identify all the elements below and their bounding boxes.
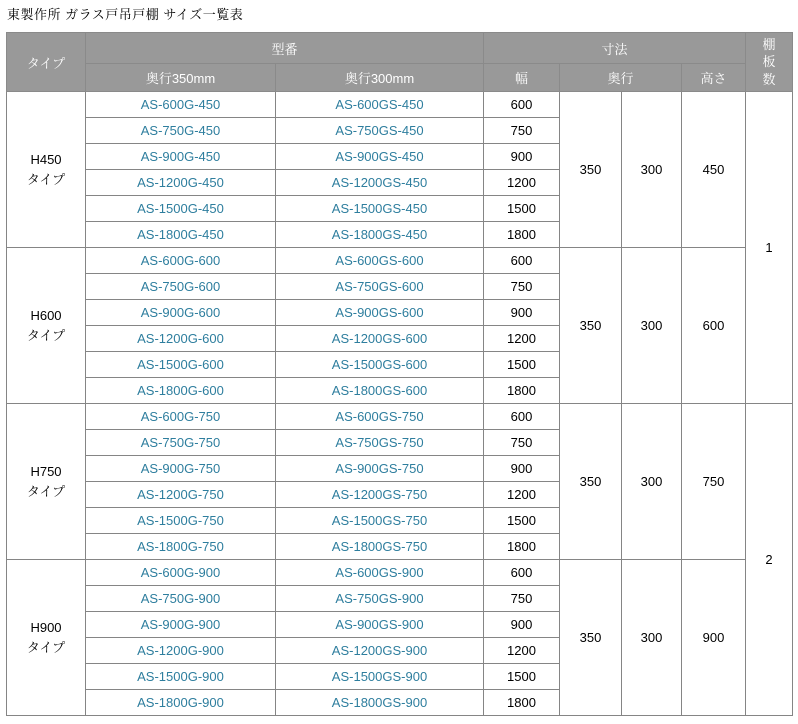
- model-d300-cell: AS-750GS-900: [276, 586, 484, 612]
- model-d300-cell: AS-1500GS-600: [276, 352, 484, 378]
- width-cell: 1200: [484, 482, 560, 508]
- model-d350-cell: AS-900G-900: [86, 612, 276, 638]
- width-cell: 1800: [484, 690, 560, 716]
- header-row-1: [7, 33, 793, 64]
- type-label-line: H900: [30, 620, 62, 635]
- depth300-cell: 300: [622, 248, 682, 404]
- depth300-cell: 300: [622, 404, 682, 560]
- depth350-cell: 350: [560, 92, 622, 248]
- col-header-height: 高さ: [682, 64, 746, 92]
- size-table: [6, 32, 793, 716]
- width-cell: 600: [484, 92, 560, 118]
- shelf-count-cell: 1: [746, 92, 793, 404]
- header-row-2: [7, 64, 793, 92]
- model-d300-cell: AS-1200GS-450: [276, 170, 484, 196]
- page-title: 東製作所 ガラス戸吊戸棚 サイズ一覧表: [7, 7, 244, 22]
- model-d350-cell: AS-1200G-750: [86, 482, 276, 508]
- model-d300-cell: AS-900GS-900: [276, 612, 484, 638]
- width-cell: 1200: [484, 170, 560, 196]
- model-d300-cell: AS-900GS-450: [276, 144, 484, 170]
- width-cell: 900: [484, 300, 560, 326]
- model-d350-cell: AS-1500G-450: [86, 196, 276, 222]
- col-header-model: 型番: [86, 33, 484, 64]
- table-row: [7, 560, 793, 586]
- width-cell: 900: [484, 144, 560, 170]
- type-label-line: タイプ: [26, 327, 66, 343]
- model-d350-cell: AS-900G-600: [86, 300, 276, 326]
- col-header-depth: 奥行: [560, 64, 682, 92]
- type-cell: [7, 92, 86, 248]
- type-label-line: H450: [30, 152, 62, 167]
- shelf-count-cell: 2: [746, 404, 793, 716]
- width-cell: 750: [484, 430, 560, 456]
- model-d350-cell: AS-1800G-750: [86, 534, 276, 560]
- model-d300-cell: AS-1200GS-750: [276, 482, 484, 508]
- model-d300-cell: AS-900GS-600: [276, 300, 484, 326]
- model-d350-cell: AS-1800G-600: [86, 378, 276, 404]
- shelf-count-label: 棚板数: [762, 36, 776, 87]
- model-d350-cell: AS-1500G-600: [86, 352, 276, 378]
- model-d350-cell: AS-1800G-450: [86, 222, 276, 248]
- width-cell: 1800: [484, 378, 560, 404]
- model-d300-cell: AS-1500GS-450: [276, 196, 484, 222]
- width-cell: 1200: [484, 638, 560, 664]
- model-d350-cell: AS-750G-750: [86, 430, 276, 456]
- width-cell: 1800: [484, 222, 560, 248]
- width-cell: 1500: [484, 196, 560, 222]
- model-d300-cell: AS-750GS-450: [276, 118, 484, 144]
- model-d300-cell: AS-600GS-600: [276, 248, 484, 274]
- col-header-dimensions: 寸法: [484, 33, 746, 64]
- type-label-line: タイプ: [26, 171, 66, 187]
- type-label-line: H600: [30, 308, 62, 323]
- col-header-model-d350: 奥行350mm: [86, 64, 276, 92]
- model-d350-cell: AS-1200G-600: [86, 326, 276, 352]
- model-d300-cell: AS-1200GS-600: [276, 326, 484, 352]
- type-cell: [7, 560, 86, 716]
- depth350-cell: 350: [560, 248, 622, 404]
- type-label-line: タイプ: [26, 639, 66, 655]
- type-cell: [7, 404, 86, 560]
- width-cell: 900: [484, 612, 560, 638]
- model-d350-cell: AS-750G-600: [86, 274, 276, 300]
- model-d350-cell: AS-600G-900: [86, 560, 276, 586]
- model-d300-cell: AS-600GS-450: [276, 92, 484, 118]
- model-d350-cell: AS-750G-450: [86, 118, 276, 144]
- model-d350-cell: AS-600G-450: [86, 92, 276, 118]
- width-cell: 900: [484, 456, 560, 482]
- col-header-model-d300: 奥行300mm: [276, 64, 484, 92]
- width-cell: 600: [484, 560, 560, 586]
- model-d350-cell: AS-1200G-450: [86, 170, 276, 196]
- model-d350-cell: AS-1200G-900: [86, 638, 276, 664]
- width-cell: 1800: [484, 534, 560, 560]
- model-d300-cell: AS-1800GS-750: [276, 534, 484, 560]
- type-cell: [7, 248, 86, 404]
- height-cell: 900: [682, 560, 746, 716]
- width-cell: 1500: [484, 352, 560, 378]
- col-header-type: タイプ: [7, 33, 86, 92]
- depth300-cell: 300: [622, 92, 682, 248]
- model-d350-cell: AS-750G-900: [86, 586, 276, 612]
- model-d350-cell: AS-900G-750: [86, 456, 276, 482]
- model-d300-cell: AS-750GS-750: [276, 430, 484, 456]
- model-d350-cell: AS-1500G-900: [86, 664, 276, 690]
- width-cell: 750: [484, 274, 560, 300]
- col-header-width: 幅: [484, 64, 560, 92]
- table-row: [7, 248, 793, 274]
- col-header-shelf-count: [746, 33, 793, 92]
- model-d350-cell: AS-600G-600: [86, 248, 276, 274]
- width-cell: 600: [484, 404, 560, 430]
- width-cell: 1500: [484, 664, 560, 690]
- model-d300-cell: AS-600GS-900: [276, 560, 484, 586]
- width-cell: 750: [484, 118, 560, 144]
- width-cell: 600: [484, 248, 560, 274]
- height-cell: 750: [682, 404, 746, 560]
- depth300-cell: 300: [622, 560, 682, 716]
- model-d300-cell: AS-1200GS-900: [276, 638, 484, 664]
- table-row: [7, 404, 793, 430]
- table-row: [7, 92, 793, 118]
- model-d350-cell: AS-1800G-900: [86, 690, 276, 716]
- model-d300-cell: AS-1500GS-900: [276, 664, 484, 690]
- model-d350-cell: AS-1500G-750: [86, 508, 276, 534]
- width-cell: 1200: [484, 326, 560, 352]
- model-d350-cell: AS-600G-750: [86, 404, 276, 430]
- height-cell: 600: [682, 248, 746, 404]
- model-d350-cell: AS-900G-450: [86, 144, 276, 170]
- depth350-cell: 350: [560, 560, 622, 716]
- type-label-line: タイプ: [26, 483, 66, 499]
- height-cell: 450: [682, 92, 746, 248]
- model-d300-cell: AS-600GS-750: [276, 404, 484, 430]
- width-cell: 750: [484, 586, 560, 612]
- type-label-line: H750: [30, 464, 62, 479]
- model-d300-cell: AS-1800GS-450: [276, 222, 484, 248]
- model-d300-cell: AS-1800GS-600: [276, 378, 484, 404]
- model-d300-cell: AS-1800GS-900: [276, 690, 484, 716]
- depth350-cell: 350: [560, 404, 622, 560]
- model-d300-cell: AS-750GS-600: [276, 274, 484, 300]
- width-cell: 1500: [484, 508, 560, 534]
- model-d300-cell: AS-1500GS-750: [276, 508, 484, 534]
- model-d300-cell: AS-900GS-750: [276, 456, 484, 482]
